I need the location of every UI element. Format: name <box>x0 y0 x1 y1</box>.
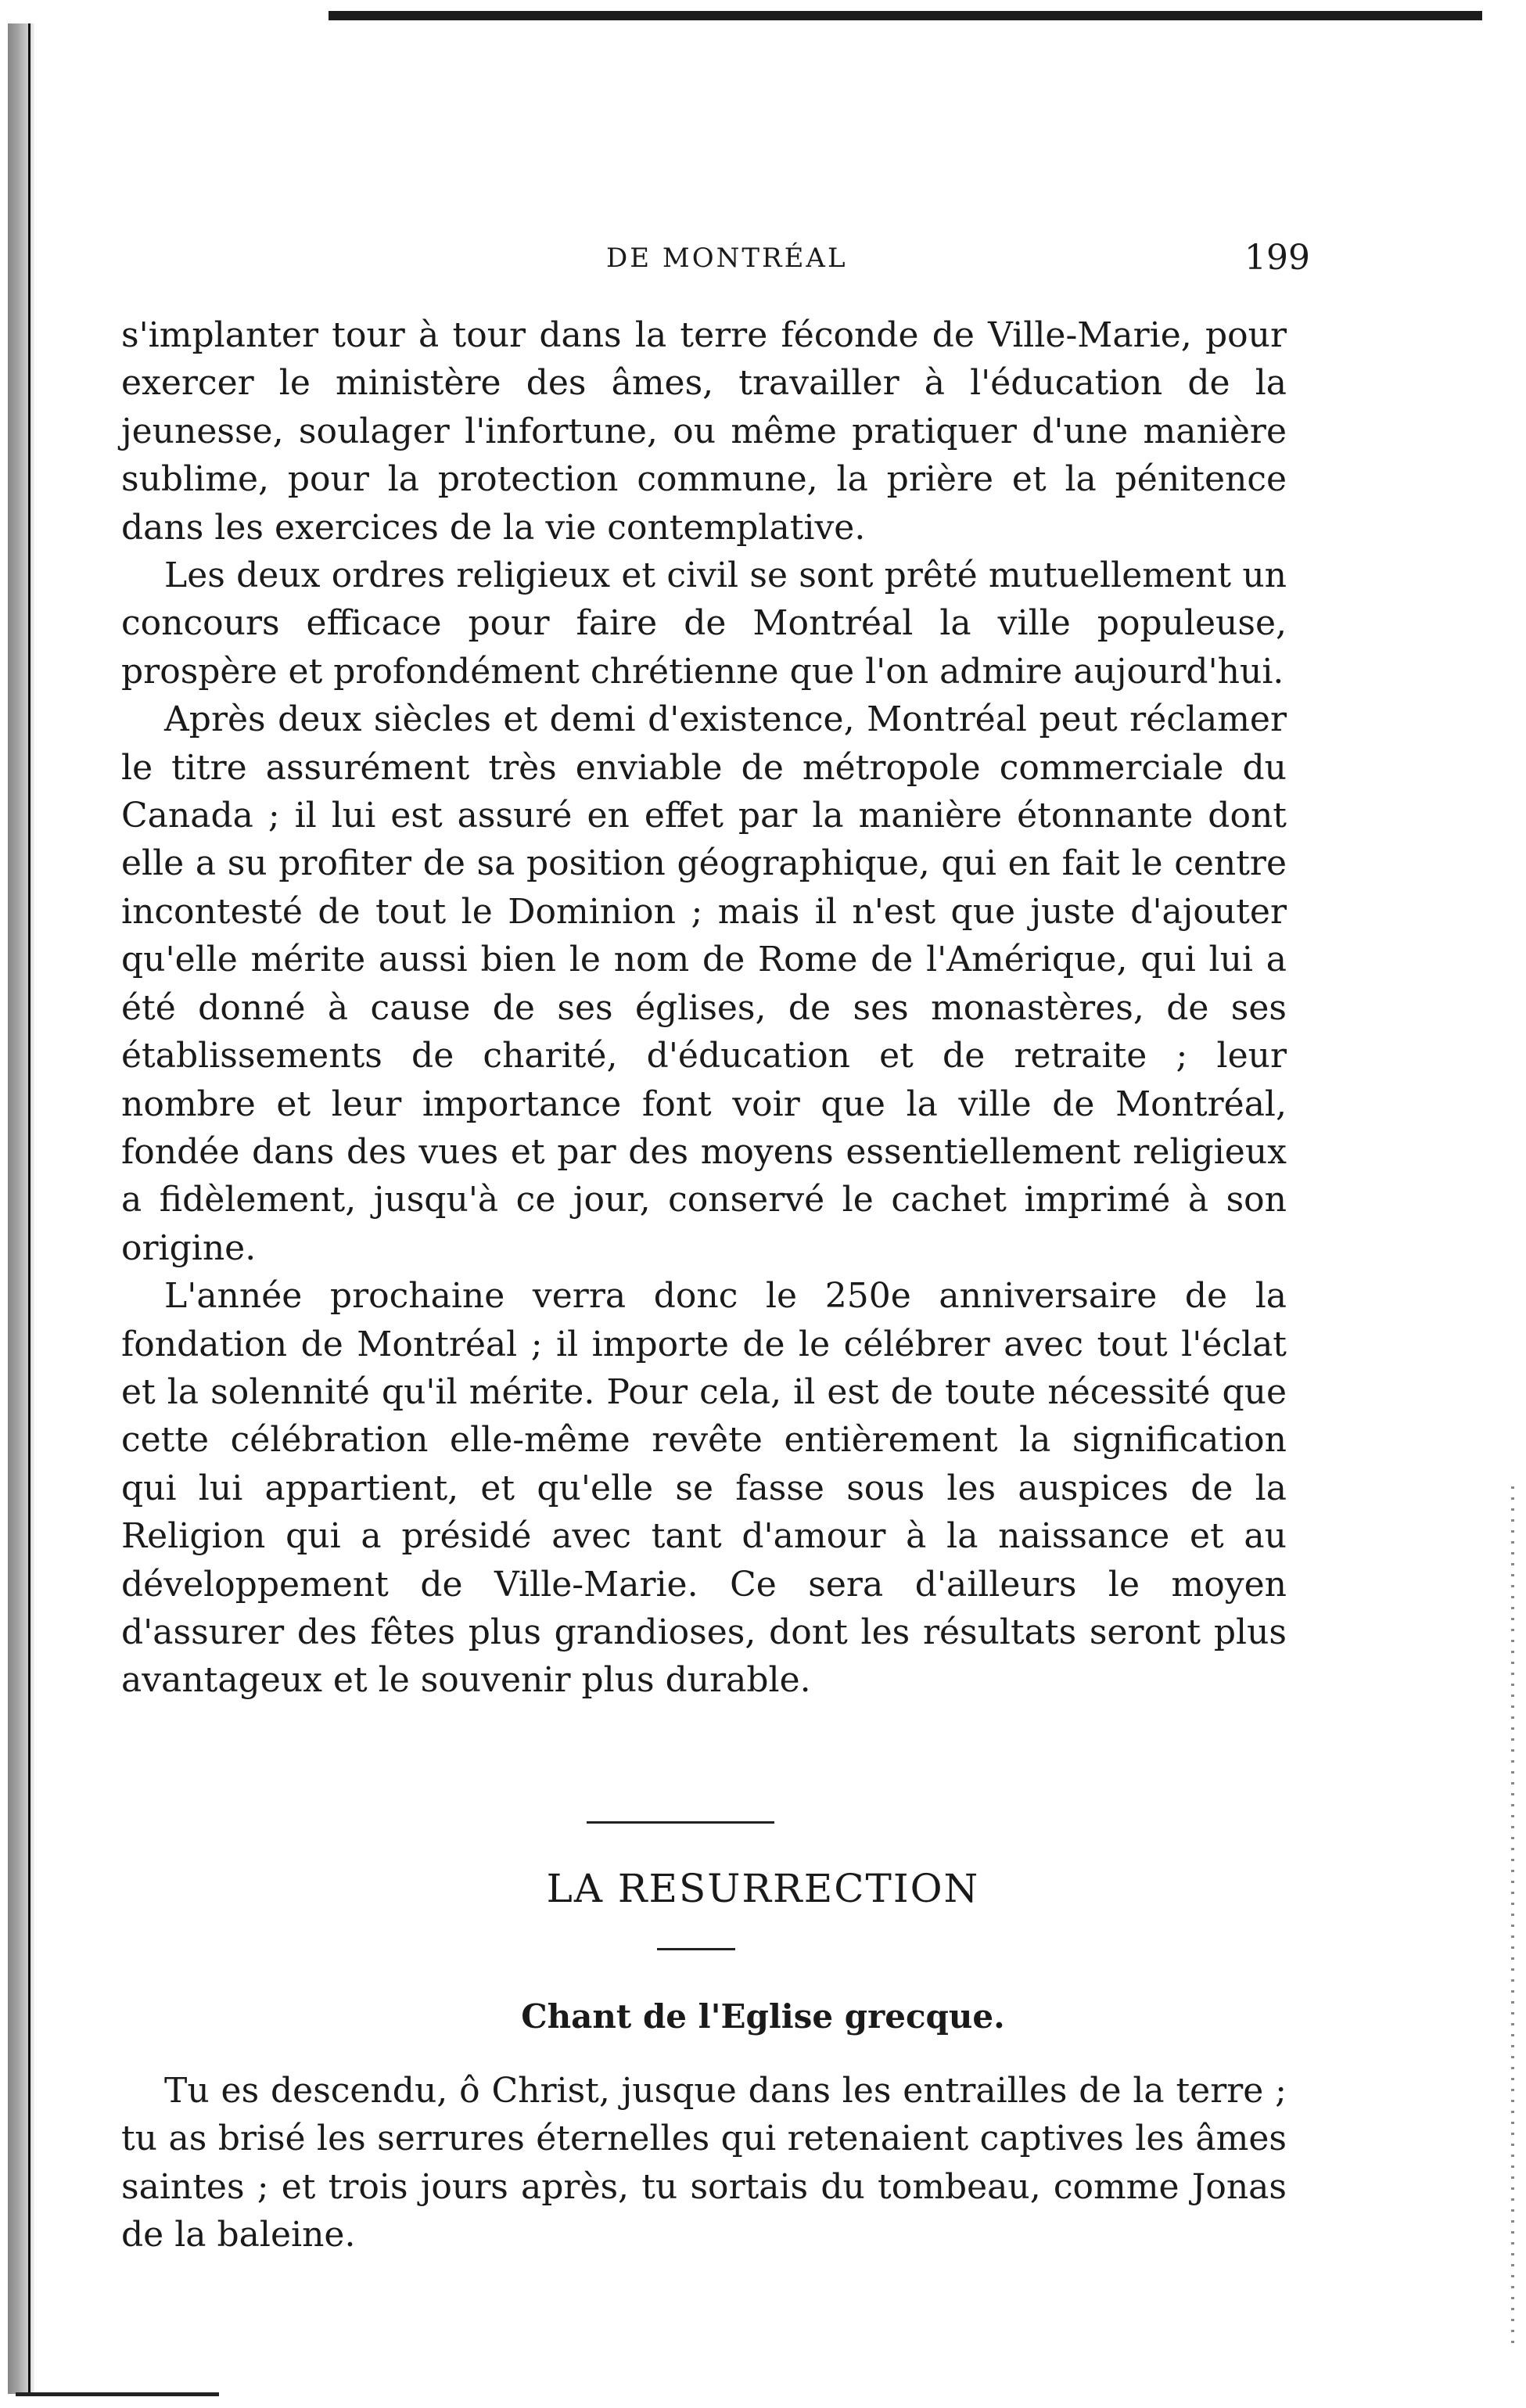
running-title: DE MONTRÉAL <box>606 243 848 274</box>
title-separator <box>657 1948 735 1950</box>
paragraph-1: s'implanter tour à tour dans la terre féconde de Ville-Marie, pour exercer le ministère des âmes, travailler à l'éducation de la jeunesse, soulager l'infortune, ou même pratiquer d'une manière sublime, pour la protection commune, la prière et la pénitence dans les exercices de la vie contemplative. <box>121 315 1287 548</box>
section-body <box>121 2067 1287 2259</box>
section-title: LA RESURRECTION <box>546 1866 980 1911</box>
section-separator <box>587 1821 774 1824</box>
page-number: 199 <box>1244 238 1310 278</box>
section-subtitle: Chant de l'Eglise grecque. <box>521 1997 1005 2036</box>
paragraph-4: L'année prochaine verra donc le 250e anniversaire de la fondation de Montréal ; il importe de le célébrer avec tout l'éclat et la solennité qu'il mérite. Pour cela, il est de toute nécessité que cette célébration elle-même revête entièrement la signification qui lui appartient, et qu'elle se fasse sous les auspices de la Religion qui a présidé avec tant d'amour à la naissance et au développement de Ville-Marie. Ce sera d'ailleurs le moyen d'assurer des fêtes plus grandioses, dont les résultats seront plus avantageux et le souvenir plus durable. <box>121 1276 1287 1701</box>
section-paragraph: Tu es descendu, ô Christ, jusque dans les entrailles de la terre ; tu as brisé les serrures éternelles qui retenaient captives les âmes saintes ; et trois jours après, tu sortais du tombeau, comme Jonas de la baleine. <box>121 2071 1287 2255</box>
body-text <box>121 311 1287 1705</box>
bottom-rule <box>16 2392 219 2396</box>
top-rule <box>329 11 1482 20</box>
paragraph-3: Après deux siècles et demi d'existence, Montréal peut réclamer le titre assurément très enviable de métropole commerciale du Canada ; il lui est assuré en effet par la manière étonnante dont elle a su profiter de sa position géographique, qui en fait le centre incontesté de tout le Dominion ; mais il n'est que juste d'ajouter qu'elle mérite aussi bien le nom de Rome de l'Amérique, qui lui a été donné à cause de ses églises, de ses monastères, de ses établissements de charité, d'éducation et de retraite ; leur nombre et leur importance font voir que la ville de Montréal, fondée dans des vues et par des moyens essentiellement religieux a fidèlement, jusqu'à ce jour, conservé le cachet imprimé à son origine. <box>121 699 1287 1268</box>
right-edge-specks <box>1511 1486 1514 2347</box>
page-header <box>121 238 1310 289</box>
paragraph-2: Les deux ordres religieux et civil se sont prêté mutuellement un concours efficace pour faire de Montréal la ville populeuse, prospère et profondément chrétienne que l'on admire aujourd'hui. <box>121 555 1287 692</box>
left-margin-line <box>28 23 31 2394</box>
